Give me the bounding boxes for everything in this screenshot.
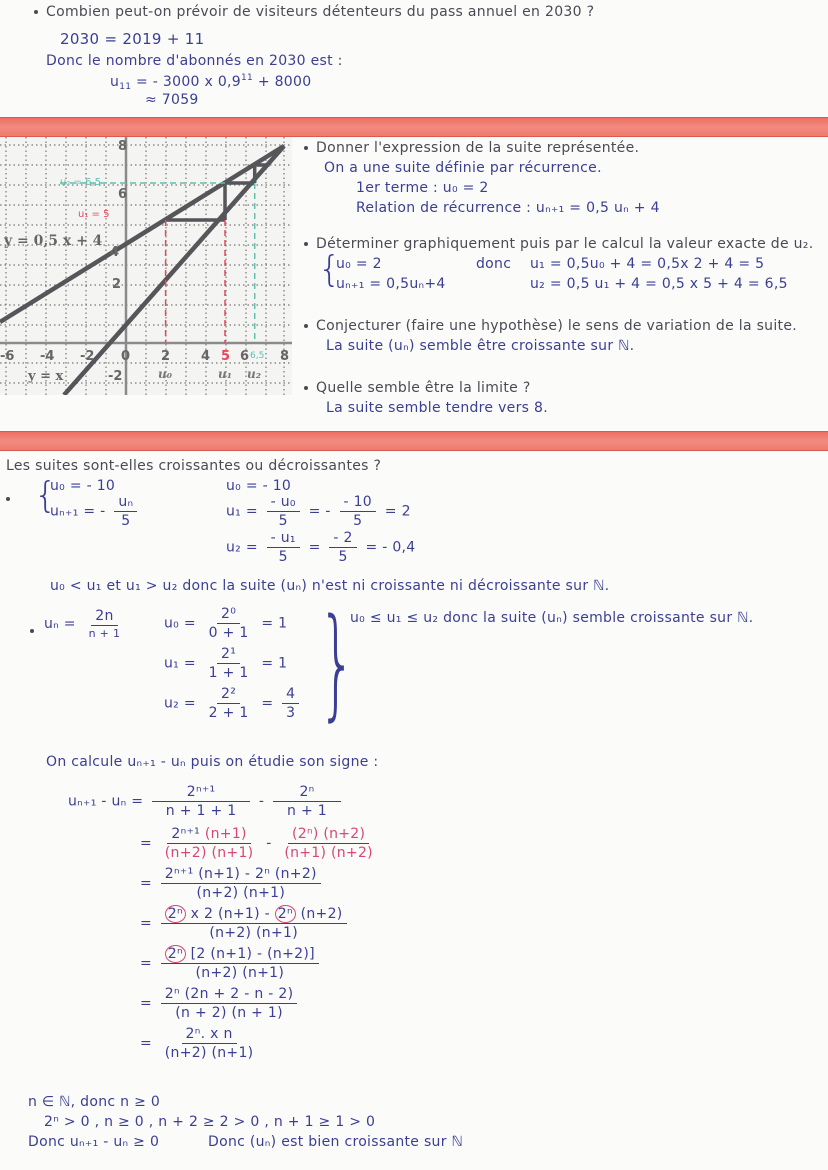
sign-line-1: n ∈ ℕ, donc n ≥ 0 <box>28 1094 161 1110</box>
result: = 1 <box>261 655 288 672</box>
denominator: 1 + 1 <box>208 665 249 681</box>
mid: = - <box>308 503 331 520</box>
denominator: (n+2) (n+1) <box>164 1045 254 1061</box>
x-tick-minus-6: -6 <box>0 349 15 364</box>
numerator: 4 <box>282 686 299 704</box>
x-tick-minus-4: -4 <box>40 349 55 364</box>
mid: = <box>308 539 321 556</box>
question-expression <box>304 140 639 156</box>
closing-brace: } <box>318 594 357 733</box>
fraction <box>161 906 347 941</box>
eq: = <box>140 835 153 852</box>
answer-limit: La suite semble tendre vers 8. <box>326 400 548 416</box>
numerator <box>161 906 347 924</box>
result: = 2 <box>384 503 411 520</box>
ex2-intro: On calcule uₙ₊₁ - uₙ puis on étudie son signe : <box>46 754 379 770</box>
numerator: 2n <box>91 608 117 626</box>
x-tick-0: 0 <box>121 349 131 364</box>
fraction <box>273 784 341 819</box>
x-tick-minus-2: -2 <box>80 349 95 364</box>
x-tick-5-red: 5 <box>221 349 231 364</box>
tail: (n+2) <box>300 906 343 922</box>
ex1-u1 <box>226 494 411 529</box>
lhs: u₁ = <box>226 503 258 520</box>
numerator: - 10 <box>340 494 377 512</box>
denominator: 0 + 1 <box>208 625 249 641</box>
denominator: 2 + 1 <box>208 705 249 721</box>
fraction <box>161 946 319 981</box>
bullet-icon <box>304 324 308 328</box>
numerator: 2¹ <box>217 646 240 664</box>
denominator: (n+2) (n+1) <box>164 845 254 861</box>
eq: = <box>140 915 153 932</box>
ex1-u2 <box>226 530 416 565</box>
system-line-2: uₙ₊₁ = 0,5uₙ+4 <box>336 276 446 292</box>
numerator: 2ⁿ <box>273 784 341 802</box>
lhs: uₙ = <box>44 616 76 632</box>
fraction <box>329 530 356 565</box>
denominator: n + 1 <box>287 803 327 819</box>
numerator: 2² <box>217 686 240 704</box>
circled-factor: 2ⁿ <box>165 945 186 963</box>
result: = 1 <box>261 615 288 632</box>
bullet-wrap <box>30 620 42 639</box>
bullet-icon <box>6 497 10 501</box>
step-6 <box>140 1026 261 1061</box>
question-u2 <box>304 236 813 252</box>
pink-factor: (n+2) <box>323 826 366 842</box>
denominator: (n+2) (n+1) <box>196 885 286 901</box>
fraction <box>205 646 253 681</box>
lhs: u₂ = <box>164 695 196 712</box>
ex2-u1 <box>164 646 287 681</box>
fraction <box>340 494 377 529</box>
question-limit <box>304 380 531 396</box>
fraction <box>205 606 253 641</box>
bullet-icon <box>304 386 308 390</box>
eq: = <box>261 695 274 712</box>
step-5 <box>140 986 301 1021</box>
sign-line-3b: Donc (uₙ) est bien croissante sur ℕ <box>208 1134 464 1150</box>
operator: - <box>258 793 265 810</box>
ex2-u0 <box>164 606 287 641</box>
denominator: 5 <box>338 549 348 565</box>
answer-variation: La suite (uₙ) semble être croissante sur ℕ. <box>326 338 635 354</box>
denominator: (n+2) (n+1) <box>195 965 285 981</box>
line-label-y-eq-x: y = x <box>28 369 64 384</box>
question-variation <box>304 318 797 334</box>
x-tick-8: 8 <box>280 349 290 364</box>
fraction <box>205 686 253 721</box>
denominator: 5 <box>353 513 363 529</box>
red-separator-band <box>0 117 828 137</box>
exponent: 11 <box>240 73 254 83</box>
fraction <box>267 494 300 529</box>
bullet-icon <box>30 629 34 633</box>
circled-factor: 2ⁿ <box>275 905 296 923</box>
fraction <box>85 608 125 640</box>
y-tick-2: 2 <box>112 277 122 292</box>
fraction <box>280 826 377 861</box>
ex1-u0: u₀ = - 10 <box>226 478 292 494</box>
question-text: Quelle semble être la limite ? <box>316 380 531 396</box>
bullet-wrap <box>6 488 18 507</box>
donc-label: donc <box>476 256 512 272</box>
conclusion-line: Donc le nombre d'abonnés en 2030 est : <box>46 53 343 69</box>
numerator: 2ⁿ⁺¹ <box>152 784 250 802</box>
x-tick-6-5-green: 6,5 <box>250 351 265 361</box>
x-tick-6: 6 <box>240 349 250 364</box>
numerator: 2ⁿ. x n <box>182 1026 237 1044</box>
tail: [2 (n+1) - (n+2)] <box>190 946 315 962</box>
u11-formula <box>110 73 311 92</box>
step-4 <box>140 946 323 981</box>
lhs: uₙ₊₁ - uₙ = <box>68 793 144 810</box>
eq: = <box>140 955 153 972</box>
numerator <box>161 946 319 964</box>
step-0 <box>68 784 345 819</box>
fraction <box>161 1026 258 1061</box>
numerator: - u₀ <box>267 494 300 512</box>
recurrence-relation: Relation de récurrence : uₙ₊₁ = 0,5 uₙ + 4 <box>356 200 660 216</box>
question-visitors <box>34 4 594 20</box>
denominator: (n+1) (n+2) <box>284 845 373 861</box>
pink-factor: (n+1) <box>204 826 247 842</box>
numerator: 2⁰ <box>217 606 240 624</box>
step-2 <box>140 866 325 901</box>
ex1-conclusion: u₀ < u₁ et u₁ > u₂ donc la suite (uₙ) n'est ni croissante ni décroissante sur ℕ. <box>50 578 610 594</box>
mid: x 2 (n+1) - <box>190 906 270 922</box>
section-title: Les suites sont-elles croissantes ou décroissantes ? <box>6 458 382 474</box>
year-calc: 2030 = 2019 + 11 <box>60 30 205 48</box>
lhs: u₁ = <box>164 655 196 672</box>
denominator: 3 <box>286 705 296 721</box>
u-subscript: 11 <box>119 82 132 92</box>
line-label-half-x: y = 0,5 x + 4 <box>4 233 103 249</box>
fraction <box>161 986 298 1021</box>
y-tick-minus-2: -2 <box>108 369 123 384</box>
first-term: 1er terme : u₀ = 2 <box>356 180 489 196</box>
ex2-definition <box>44 608 128 640</box>
system-brace: { <box>318 249 341 290</box>
denominator: n + 1 <box>88 627 121 640</box>
y-tick-8: 8 <box>118 139 128 154</box>
fraction <box>152 784 250 819</box>
red-separator-band <box>0 431 828 451</box>
sequence-graph <box>0 137 292 395</box>
ex2-conjecture: u₀ ≤ u₁ ≤ u₂ donc la suite (uₙ) semble croissante sur ℕ. <box>350 610 754 626</box>
fraction <box>161 826 258 861</box>
formula-rhs: = - 3000 x 0,9 <box>136 74 241 90</box>
ex2-u2 <box>164 686 303 721</box>
denominator: 5 <box>121 513 131 529</box>
bullet-icon <box>34 10 38 14</box>
calc-u2: u₂ = 0,5 u₁ + 4 = 0,5 x 5 + 4 = 6,5 <box>530 276 788 292</box>
annotation-u2: u₂ = 6,5 <box>60 177 101 188</box>
fraction <box>114 494 137 529</box>
step-1: = $\frac{\text{2ⁿ⁺¹ (n+1)}}{(n+2) (n+1)}$ - $\frac{\text{(2ⁿ) (n+2)}}{(n+1) (n+2)}$ <box>140 826 381 861</box>
numerator <box>288 826 369 844</box>
lhs: uₙ₊₁ = - <box>50 503 106 520</box>
lhs: u₂ = <box>226 539 258 556</box>
fraction <box>161 866 321 901</box>
numerator: - u₁ <box>267 530 300 548</box>
term: (2ⁿ) <box>291 826 319 842</box>
numerator <box>167 826 250 844</box>
system-brace: { <box>34 475 57 516</box>
u11-result: ≈ 7059 <box>145 92 199 108</box>
circled-factor: 2ⁿ <box>165 905 186 923</box>
u2-label: u₂ <box>247 367 261 381</box>
calc-u1: u₁ = 0,5u₀ + 4 = 0,5x 2 + 4 = 5 <box>530 256 765 272</box>
fraction <box>267 530 300 565</box>
question-text: Combien peut-on prévoir de visiteurs détenteurs du pass annuel en 2030 ? <box>46 4 595 20</box>
step-3 <box>140 906 351 941</box>
eq: = <box>140 875 153 892</box>
numerator: 2ⁿ (2n + 2 - n - 2) <box>161 986 298 1004</box>
ex1-sys-2 <box>50 494 141 529</box>
x-tick-2: 2 <box>161 349 171 364</box>
answer-recurrence: On a une suite définie par récurrence. <box>324 160 602 176</box>
question-text: Donner l'expression de la suite représentée. <box>316 140 640 156</box>
numerator: uₙ <box>114 494 137 512</box>
formula-tail: + 8000 <box>257 74 312 90</box>
sign-line-2: 2ⁿ > 0 , n ≥ 0 , n + 2 ≥ 2 > 0 , n + 1 ≥ 1 > 0 <box>44 1114 376 1130</box>
x-tick-4: 4 <box>201 349 211 364</box>
annotation-u1: u₁ = 5 <box>78 209 110 220</box>
u0-label: u₀ <box>158 367 172 381</box>
bullet-icon <box>304 146 308 150</box>
system-line-1: u₀ = 2 <box>336 256 382 272</box>
fraction <box>282 686 299 721</box>
denominator: 5 <box>278 513 288 529</box>
denominator: (n + 2) (n + 1) <box>175 1005 283 1021</box>
denominator: 5 <box>278 549 288 565</box>
denominator: n + 1 + 1 <box>165 803 237 819</box>
bullet-icon <box>304 242 308 246</box>
question-text: Conjecturer (faire une hypothèse) le sens de variation de la suite. <box>316 318 797 334</box>
numerator: 2ⁿ⁺¹ (n+1) - 2ⁿ (n+2) <box>161 866 321 884</box>
eq: = <box>140 1035 153 1052</box>
y-tick-4: 4 <box>110 245 120 260</box>
lhs: u₀ = <box>164 615 196 632</box>
numerator: - 2 <box>329 530 356 548</box>
eq: = <box>140 995 153 1012</box>
u-symbol: u <box>110 74 120 90</box>
y-tick-6: 6 <box>118 187 128 202</box>
u1-label: u₁ <box>218 367 232 381</box>
ex1-sys-1: u₀ = - 10 <box>50 478 116 494</box>
question-text: Déterminer graphiquement puis par le calcul la valeur exacte de u₂. <box>316 236 814 252</box>
term: 2ⁿ⁺¹ <box>171 826 201 842</box>
result: = - 0,4 <box>365 539 416 556</box>
sign-line-3a: Donc uₙ₊₁ - uₙ ≥ 0 <box>28 1134 160 1150</box>
denominator: (n+2) (n+1) <box>209 925 298 941</box>
